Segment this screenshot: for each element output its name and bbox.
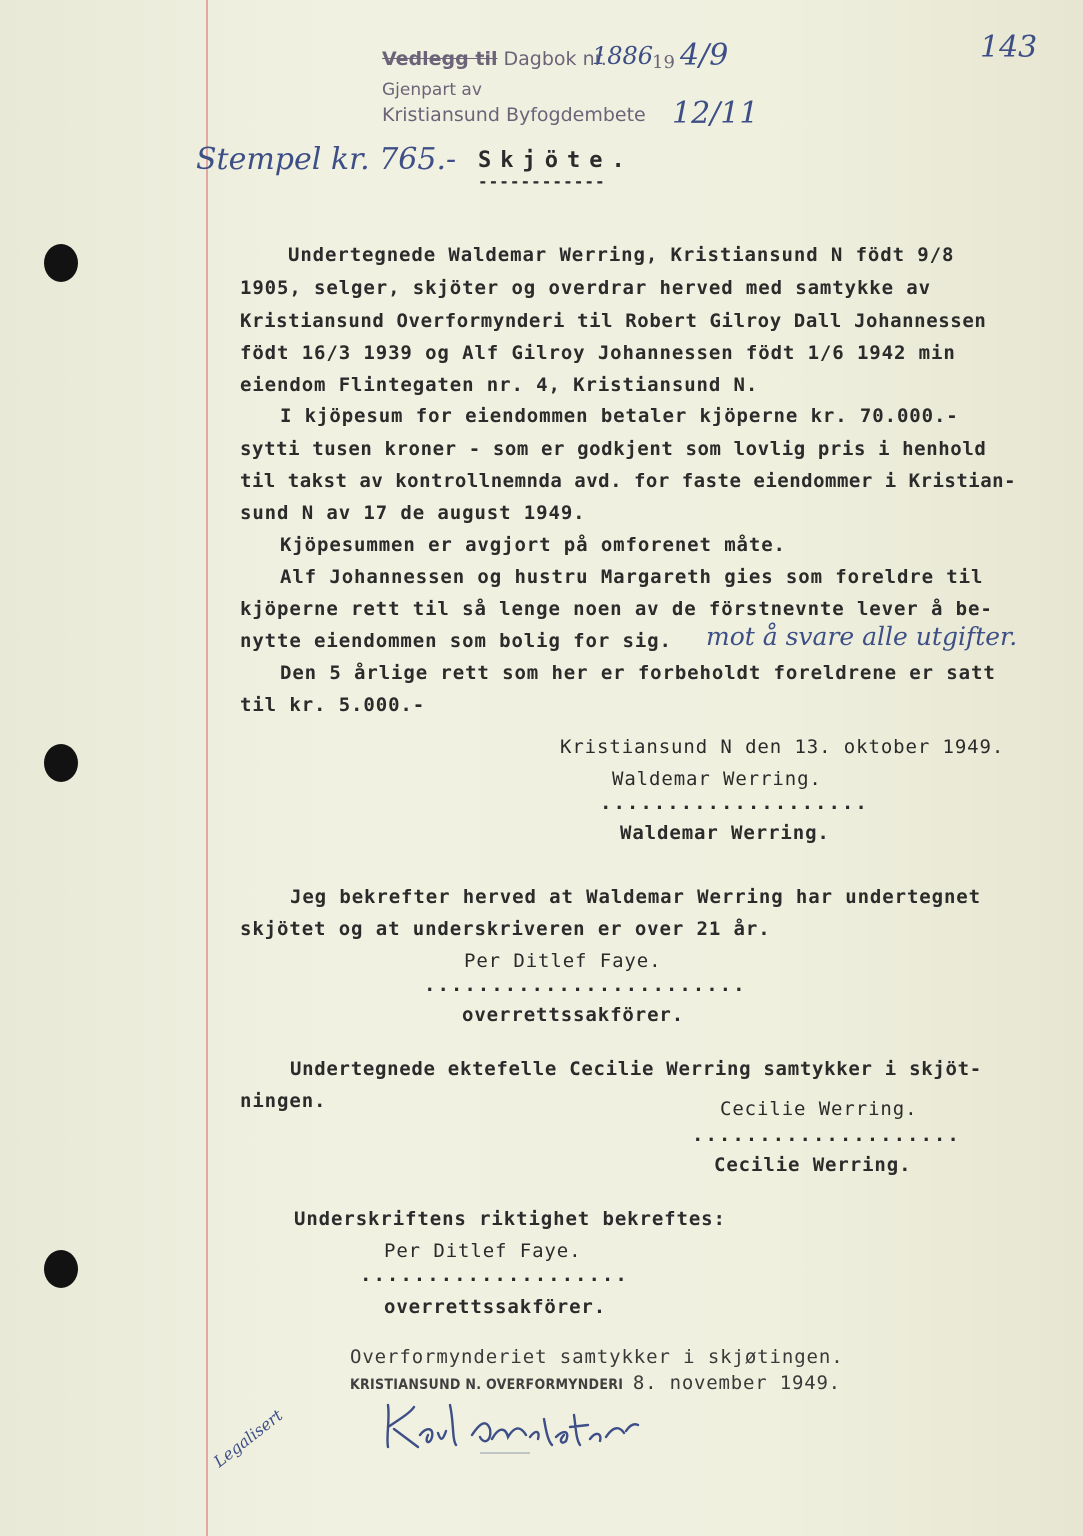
page-number: 143 <box>980 30 1038 65</box>
body-line: födt 16/3 1939 og Alf Gilroy Johannessen födt 1/6 1942 min <box>240 342 956 364</box>
body-line: Den 5 årlige rett som her er forbeholdt foreldrene er satt <box>280 662 996 684</box>
signature-dots: .................... <box>600 792 869 814</box>
spouse-line: Undertegnede ektefelle Cecilie Werring samtykker i skjöt- <box>290 1058 982 1080</box>
body-line: Kjöpesummen er avgjort på omforenet måte. <box>280 534 786 556</box>
signer1-printed: Waldemar Werring. <box>620 822 830 844</box>
body-line: sytti tusen kroner - som er godkjent som lovlig pris i henhold <box>240 438 987 460</box>
body-line: I kjöpesum for eiendommen betaler kjöperne kr. 70.000.- <box>280 405 959 427</box>
stamp-dagbok: Dagbok nr. <box>503 48 607 70</box>
dagbok-number: 1886 <box>592 42 654 70</box>
body-line: nytte eiendommen som bolig for sig. <box>240 630 672 652</box>
verify-signature: Per Ditlef Faye. <box>384 1240 582 1262</box>
overformynderi-consent: Overformynderiet samtykker i skjøtingen. <box>350 1346 844 1368</box>
margin-rule <box>206 0 208 1536</box>
date-fraction-bottom: 12/11 <box>672 96 759 131</box>
document-title: Skjöte. <box>478 148 634 173</box>
verify-title: overrettssakförer. <box>384 1296 607 1318</box>
place-date: Kristiansund N den 13. oktober 1949. <box>560 736 1005 758</box>
overformynderi-stamp: KRISTIANSUND N. OVERFORMYNDERI <box>350 1377 624 1393</box>
handwritten-insert: mot å svare alle utgifter. <box>706 622 1018 651</box>
lawyer-title: overrettssakförer. <box>462 1004 685 1026</box>
punch-hole <box>44 1250 78 1288</box>
stamp-vedlegg: Vedlegg til <box>382 48 498 70</box>
body-line: Kristiansund Overformynderi til Robert Gilroy Dall Johannessen <box>240 310 987 332</box>
stamp-line-2: Gjenpart av <box>382 80 482 100</box>
spouse-printed: Cecilie Werring. <box>714 1154 912 1176</box>
signature-dots: ........................ <box>424 974 747 996</box>
signer1-signature: Waldemar Werring. <box>612 768 822 790</box>
lawyer-signature: Per Ditlef Faye. <box>464 950 662 972</box>
body-line: til takst av kontrollnemnda avd. for faste eiendommer i Kristian- <box>240 470 1017 492</box>
margin-note: Legalisert <box>210 1405 287 1471</box>
punch-hole <box>44 244 78 282</box>
body-line: 1905, selger, skjöter og overdrar herved med samtykke av <box>240 277 931 299</box>
body-line: Undertegnede Waldemar Werring, Kristiansund N födt 9/8 <box>288 244 955 266</box>
year-prefix: 19 <box>652 52 675 73</box>
body-line: kjöperne rett til så lenge noen av de förstnevnte lever å be- <box>240 598 993 620</box>
confirm-line: skjötet og at underskriveren er over 21 år. <box>240 918 771 940</box>
overformynderi-date: 8. november 1949. <box>632 1372 841 1394</box>
confirm-line: Jeg bekrefter herved at Waldemar Werring har undertegnet <box>290 886 981 908</box>
verify-line: Underskriftens riktighet bekreftes: <box>294 1208 726 1230</box>
stamp-line-3: Kristiansund Byfogdembete <box>382 104 646 126</box>
signature-dots: .................... <box>360 1264 629 1286</box>
spouse-signature: Cecilie Werring. <box>720 1098 918 1120</box>
body-line: sund N av 17 de august 1949. <box>240 502 586 524</box>
title-underline: ------------ <box>478 172 606 191</box>
body-line: eiendom Flintegaten nr. 4, Kristiansund N. <box>240 374 759 396</box>
punch-hole <box>44 744 78 782</box>
date-fraction-top: 4/9 <box>680 38 729 73</box>
stempel-note: Stempel kr. 765.- <box>196 142 457 177</box>
body-line: Alf Johannessen og hustru Margareth gies som foreldre til <box>280 566 984 588</box>
signature-dots: .................... <box>692 1124 961 1146</box>
spouse-line: ningen. <box>240 1090 327 1112</box>
overformynder-signature <box>380 1395 740 1455</box>
overformynderi-stamp-row <box>350 1372 841 1394</box>
body-line: til kr. 5.000.- <box>240 694 426 716</box>
stamp-line-1 <box>382 48 607 70</box>
